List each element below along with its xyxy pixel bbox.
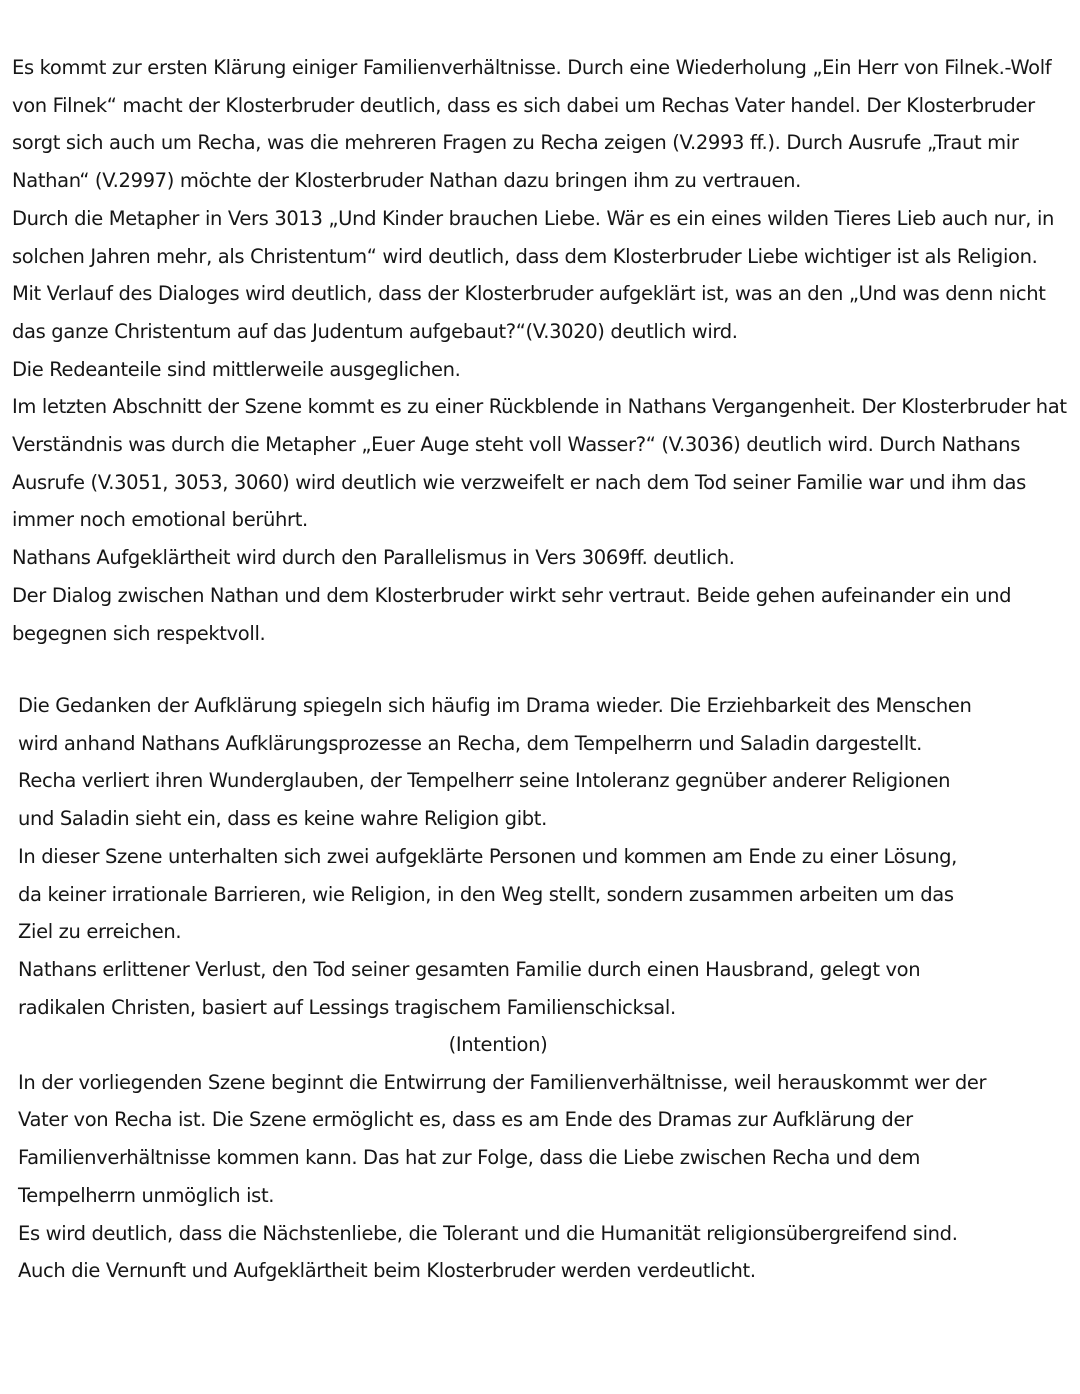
enlightenment-paragraph-1: Die Gedanken der Aufklärung spiegeln sich häufig im Drama wieder. Die Erziehbarkeit des Menschen wird anhand Nathans Aufklärungsprozesse an Recha, dem Tempelherrn und Saladin dargestellt. Recha verliert ihren Wunderglauben, der Tempelherr seine Intoleranz gegnüber anderer Religionen und Saladin sieht ein, dass es keine wahre Religion gibt. [18,694,972,831]
intention-paragraph-1: In der vorliegenden Szene beginnt die Entwirrung der Familienverhältnisse, weil herauskommt wer der Vater von Recha ist. Die Szene ermöglicht es, dass es am Ende des Dramas zur Aufklärung der Familienverhältnisse kommen kann. Das hat zur Folge, dass die Liebe zwischen Recha und dem Tempelherrn unmöglich ist. [18,1070,987,1207]
analysis-section [12,49,1068,652]
intention-heading: (Intention) [448,1033,548,1056]
enlightenment-paragraph-3: Nathans erlittener Verlust, den Tod seiner gesamten Familie durch einen Hausbrand, gelegt von radikalen Christen, basiert auf Lessings tragischem Familienschicksal. [18,957,921,1019]
intention-paragraph-2: Es wird deutlich, dass die Nächstenliebe, die Tolerant und die Humanität religionsübergreifend sind. Auch die Vernunft und Aufgeklärtheit beim Klosterbruder werden verdeutlicht. [18,1221,958,1283]
intention-section [18,1026,1008,1290]
analysis-paragraph-5: Nathans Aufgeklärtheit wird durch den Parallelismus in Vers 3069ff. deutlich. [12,546,735,570]
analysis-paragraph-6: Der Dialog zwischen Nathan und dem Klosterbruder wirkt sehr vertraut. Beide gehen aufeinander ein und begegnen sich respektvoll. [12,583,1012,645]
analysis-paragraph-3: Die Redeanteile sind mittlerweile ausgeglichen. [12,357,461,381]
analysis-paragraph-1: Es kommt zur ersten Klärung einiger Familienverhältnisse. Durch eine Wiederholung „Ein Herr von Filnek.-Wolf von Filnek“ macht der Klosterbruder deutlich, dass es sich dabei um Rechas Vater handel. Der Klosterbruder sorgt sich auch um Recha, was die mehreren Fragen zu Recha zeigen (V.2993 ff.). Durch Ausrufe „Traut mir Nathan“ (V.2997) möchte der Klosterbruder Nathan dazu bringen ihm zu vertrauen. [12,56,1052,193]
enlightenment-paragraph-2: In dieser Szene unterhalten sich zwei aufgeklärte Personen und kommen am Ende zu einer Lösung, da keiner irrationale Barrieren, wie Religion, in den Weg stellt, sondern zusammen arbeiten um das Ziel zu erreichen. [18,844,957,944]
analysis-paragraph-4: Im letzten Abschnitt der Szene kommt es zu einer Rückblende in Nathans Vergangenheit. Der Klosterbruder hat Verständnis was durch die Metapher „Euer Auge steht voll Wasser?“ (V.3036) deutlich wird. Durch Nathans Ausrufe (V.3051, 3053, 3060) wird deutlich wie verzweifelt er nach dem Tod seiner Familie war und ihm das immer noch emotional berührt. [12,395,1067,532]
analysis-paragraph-2: Durch die Metapher in Vers 3013 „Und Kinder brauchen Liebe. Wär es ein eines wilden Tieres Lieb auch nur, in solchen Jahren mehr, als Christentum“ wird deutlich, dass dem Klosterbruder Liebe wichtiger ist als Religion. Mit Verlauf des Dialoges wird deutlich, dass der Klosterbruder aufgeklärt ist, was an den „Und was denn nicht das ganze Christentum auf das Judentum aufgebaut?“(V.3020) deutlich wird. [12,206,1055,343]
enlightenment-section [18,687,978,1026]
